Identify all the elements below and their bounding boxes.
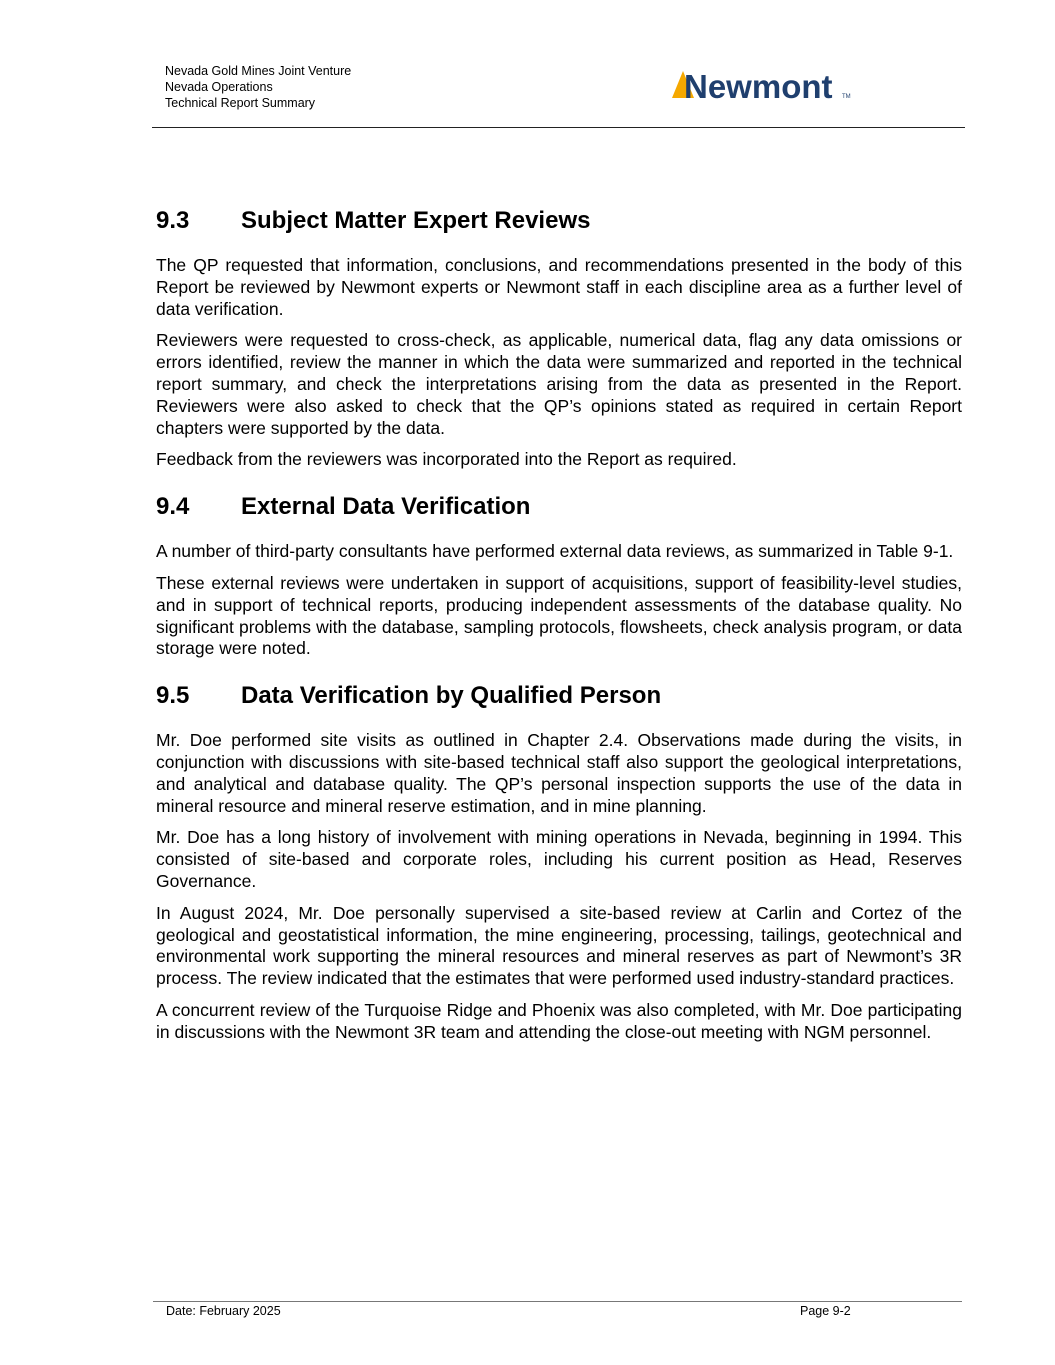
paragraph: These external reviews were undertaken in support of acquisitions, support of feasibility-level studies, and in support of technical reports, producing independent assessments of the database quality. No significant problems with the database, sampling protocols, flowsheets, check analysis program, or data storage were noted. bbox=[156, 572, 962, 659]
section-title: External Data Verification bbox=[241, 493, 531, 521]
paragraph: Mr. Doe performed site visits as outlined in Chapter 2.4. Observations made during the visits, in conjunction with discussions with site-based technical staff also support the geological interpretations, and analytical and database quality. The QP’s personal inspection supports the use of the data in mineral resource and mineral reserve estimation, and in mine planning. bbox=[156, 730, 962, 816]
section-title: Data Verification by Qualified Person bbox=[241, 682, 662, 710]
paragraph: A concurrent review of the Turquoise Ridge and Phoenix was also completed, with Mr. Doe participating in discussions with the Newmont 3R team and attending the close-out meeting with NGM personnel. bbox=[156, 999, 962, 1042]
paragraph: Reviewers were requested to cross-check, as applicable, numerical data, flag any data omissions or errors identified, review the manner in which the data were summarized and reported in the technical report summary, and check the interpretations arising from the data as presented in the Report. Reviewers were also asked to check that the QP’s opinions stated as required in certain Report chapters were supported by the data. bbox=[156, 330, 962, 438]
section-9-4 bbox=[156, 490, 962, 524]
newmont-logo bbox=[670, 68, 860, 104]
header-line-company: Nevada Gold Mines Joint Venture bbox=[165, 64, 352, 78]
section-heading bbox=[156, 679, 962, 713]
paragraph: The QP requested that information, conclusions, and recommendations presented in the body of this Report be reviewed by Newmont experts or Newmont staff in each discipline area as a further level of data verification. bbox=[156, 255, 962, 319]
header-line-report: Technical Report Summary bbox=[165, 96, 316, 110]
logo-wordmark: Newmont bbox=[684, 68, 833, 104]
section-9-3 bbox=[156, 204, 962, 238]
page-number: Page 9-2 bbox=[800, 1304, 851, 1318]
section-heading bbox=[156, 204, 962, 238]
footer-divider bbox=[153, 1301, 962, 1302]
paragraph: Mr. Doe has a long history of involvement with mining operations in Nevada, beginning in 1994. This consisted of site-based and corporate roles, including his current position as Head, Reserves Governance. bbox=[156, 827, 962, 891]
section-number: 9.5 bbox=[156, 682, 190, 710]
document-header bbox=[165, 63, 351, 111]
paragraph: A number of third-party consultants have performed external data reviews, as summarized in Table 9-1. bbox=[156, 541, 954, 562]
section-number: 9.3 bbox=[156, 207, 190, 234]
section-number: 9.4 bbox=[156, 493, 190, 521]
logo-trademark: TM bbox=[842, 94, 851, 100]
header-divider bbox=[152, 127, 965, 128]
section-title: Subject Matter Expert Reviews bbox=[241, 207, 591, 234]
paragraph: In August 2024, Mr. Doe personally supervised a site-based review at Carlin and Cortez of the geological and geostatistical information, the mine engineering, processing, tailings, geotechnical and environmental work supporting the mineral resources and mineral reserves as part of Newmont’s 3R process. The review indicated that the estimates that were performed used industry-standard practices. bbox=[156, 902, 962, 989]
section-heading bbox=[156, 490, 962, 524]
paragraph: Feedback from the reviewers was incorporated into the Report as required. bbox=[156, 449, 737, 470]
footer-date: Date: February 2025 bbox=[166, 1304, 281, 1318]
section-9-5 bbox=[156, 679, 962, 713]
header-line-operations: Nevada Operations bbox=[165, 80, 273, 94]
document-body bbox=[156, 204, 962, 1054]
